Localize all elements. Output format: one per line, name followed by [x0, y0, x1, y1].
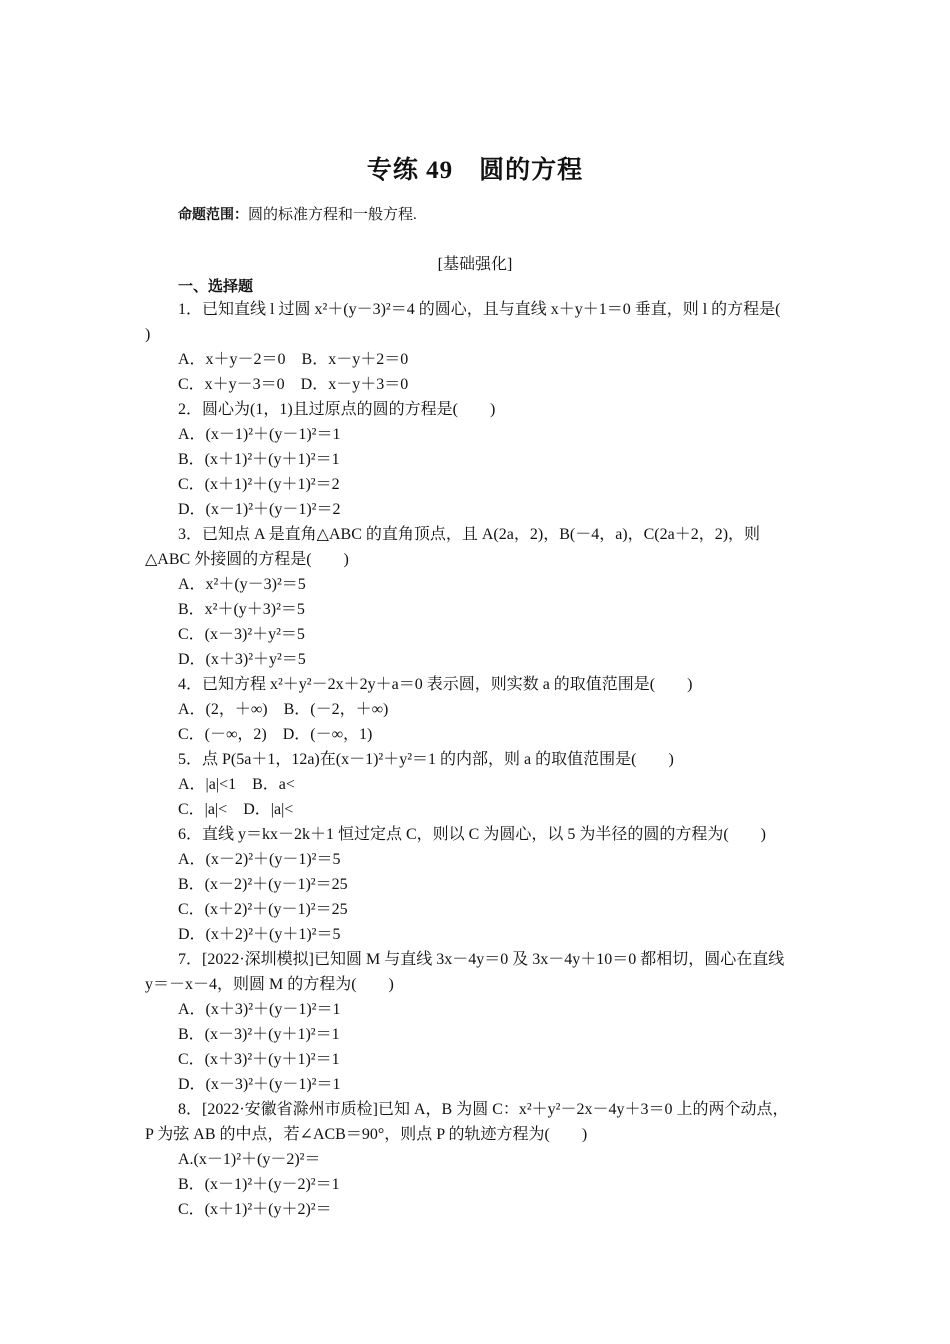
q3-option-c: C．(x－3)²＋y²＝5 [178, 626, 305, 643]
q1-stem-cont: ) [145, 326, 151, 343]
q6-option-c: C．(x＋2)²＋(y－1)²＝25 [178, 901, 348, 918]
subsection-heading: 一、选择题 [178, 277, 254, 295]
q5-options-ab: A．|a|<1 B．a< [178, 776, 295, 793]
q7-option-b: B．(x－3)²＋(y＋1)²＝1 [178, 1026, 340, 1043]
q4-options-ab: A．(2，＋∞) B．(－2，＋∞) [178, 701, 389, 718]
q7-stem: 7．[2022·深圳模拟]已知圆 M 与直线 3x－4y＝0 及 3x－4y＋10＝0 都相切，圆心在直线 [178, 951, 785, 968]
page-title: 专练 49 圆的方程 [366, 157, 584, 184]
q2-option-c: C．(x＋1)²＋(y＋1)²＝2 [178, 476, 340, 493]
scope-label: 命题范围： [178, 207, 248, 223]
q8-option-c: C．(x＋1)²＋(y＋2)²＝ [178, 1201, 332, 1218]
q7-stem-cont: y＝－x－4，则圆 M 的方程为( ) [145, 976, 394, 993]
q6-stem: 6．直线 y＝kx－2k＋1 恒过定点 C，则以 C 为圆心，以 5 为半径的圆的方程为( ) [178, 826, 767, 843]
q4-options-cd: C．(－∞，2) D．(－∞，1) [178, 726, 373, 743]
q3-stem: 3．已知点 A 是直角△ABC 的直角顶点，且 A(2a，2)，B(－4，a)，C(2a＋2，2)，则 [178, 526, 761, 543]
q2-option-b: B．(x＋1)²＋(y＋1)²＝1 [178, 451, 340, 468]
q1-options-ab: A．x＋y－2＝0 B．x－y＋2＝0 [178, 351, 409, 368]
q2-stem: 2．圆心为(1，1)且过原点的圆的方程是( ) [178, 401, 496, 418]
scope-text: 圆的标准方程和一般方程. [248, 207, 417, 223]
q3-option-a: A．x²＋(y－3)²＝5 [178, 576, 306, 593]
q8-stem: 8．[2022·安徽省滁州市质检]已知 A，B 为圆 C：x²＋y²－2x－4y＋3＝0 上的两个动点， [178, 1101, 789, 1118]
q3-stem-cont: △ABC 外接圆的方程是( ) [145, 551, 349, 568]
q2-option-d: D．(x－1)²＋(y－1)²＝2 [178, 501, 341, 518]
q6-option-a: A．(x－2)²＋(y－1)²＝5 [178, 851, 341, 868]
q1-options-cd: C．x＋y－3＝0 D．x－y＋3＝0 [178, 376, 409, 393]
q8-stem-cont: P 为弦 AB 的中点，若∠ACB＝90°，则点 P 的轨迹方程为( ) [145, 1126, 588, 1143]
scope-line [178, 203, 417, 224]
q7-option-a: A．(x＋3)²＋(y－1)²＝1 [178, 1001, 341, 1018]
q6-option-d: D．(x＋2)²＋(y＋1)²＝5 [178, 926, 341, 943]
q2-option-a: A．(x－1)²＋(y－1)²＝1 [178, 426, 341, 443]
q8-option-b: B．(x－1)²＋(y－2)²＝1 [178, 1176, 340, 1193]
q7-option-c: C．(x＋3)²＋(y＋1)²＝1 [178, 1051, 340, 1068]
q4-stem: 4．已知方程 x²＋y²－2x＋2y＋a＝0 表示圆，则实数 a 的取值范围是( ) [178, 676, 693, 693]
q5-options-cd: C．|a|< D．|a|< [178, 801, 294, 818]
q7-option-d: D．(x－3)²＋(y－1)²＝1 [178, 1076, 341, 1093]
q6-option-b: B．(x－2)²＋(y－1)²＝25 [178, 876, 348, 893]
q3-option-b: B．x²＋(y＋3)²＝5 [178, 601, 305, 618]
q3-option-d: D．(x＋3)²＋y²＝5 [178, 651, 306, 668]
q5-stem: 5．点 P(5a＋1，12a)在(x－1)²＋y²＝1 的内部，则 a 的取值范围是( ) [178, 751, 674, 768]
q1-stem: 1．已知直线 l 过圆 x²＋(y－3)²＝4 的圆心，且与直线 x＋y＋1＝0 垂直，则 l 的方程是( [178, 301, 781, 318]
section-heading: [基础强化] [437, 256, 513, 273]
q8-option-a: A.(x－1)²＋(y－2)²＝ [178, 1151, 321, 1168]
